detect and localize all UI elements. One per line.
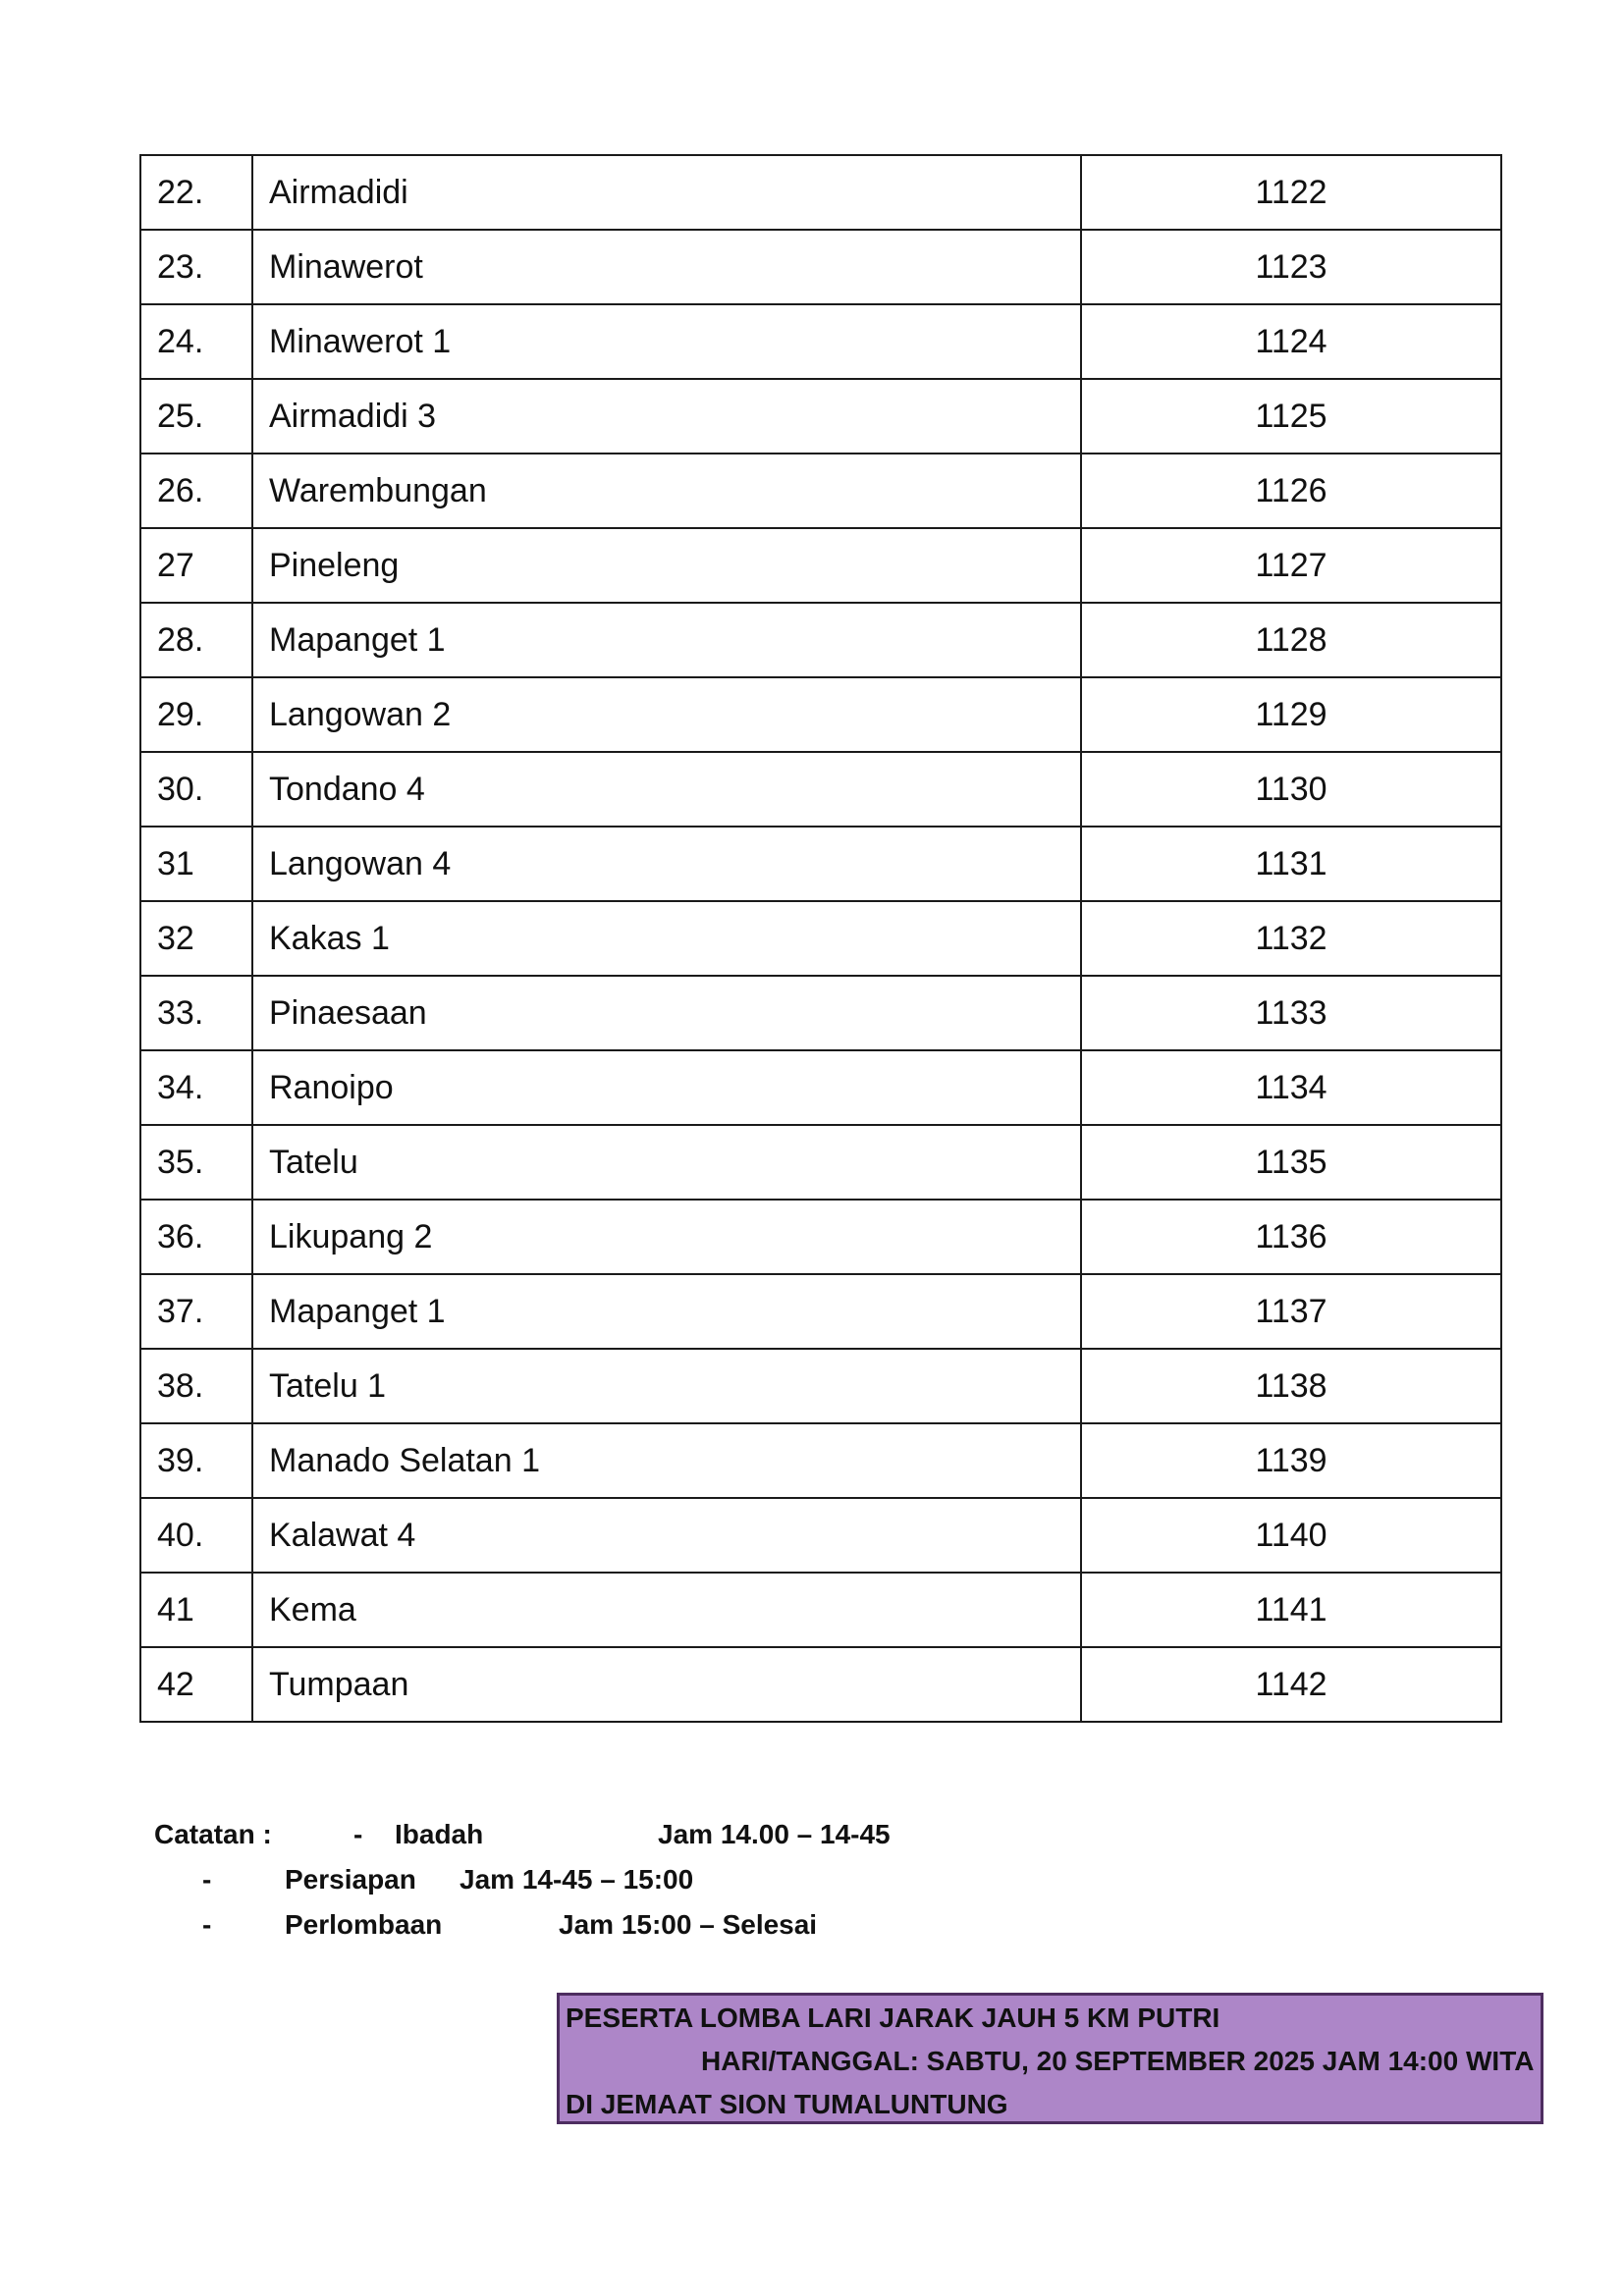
row-code-cell: 1124 [1081, 304, 1501, 379]
row-code-cell: 1142 [1081, 1647, 1501, 1722]
participants-table-body [140, 155, 1501, 1722]
row-code-cell: 1130 [1081, 752, 1501, 827]
row-code-cell: 1131 [1081, 827, 1501, 901]
table-row [140, 603, 1501, 677]
table-row [140, 901, 1501, 976]
row-name-cell: Ranoipo [252, 1050, 1081, 1125]
row-name-cell: Mapanget 1 [252, 1274, 1081, 1349]
event-title: PESERTA LOMBA LARI JARAK JAUH 5 KM PUTRI [566, 2002, 1220, 2033]
row-code-cell: 1125 [1081, 379, 1501, 454]
row-number-cell: 25. [140, 379, 252, 454]
note-activity: Persiapan [285, 1864, 416, 1895]
note-time: Jam 14-45 – 15:00 [460, 1864, 694, 1895]
table-row [140, 1498, 1501, 1573]
row-number-cell: 36. [140, 1200, 252, 1274]
row-code-cell: 1136 [1081, 1200, 1501, 1274]
row-number-cell: 35. [140, 1125, 252, 1200]
table-row [140, 1573, 1501, 1647]
note-activity: Ibadah [395, 1819, 484, 1849]
row-name-cell: Tumpaan [252, 1647, 1081, 1722]
row-name-cell: Langowan 2 [252, 677, 1081, 752]
table-row [140, 827, 1501, 901]
note-dash: - [202, 1864, 212, 1895]
row-number-cell: 32 [140, 901, 252, 976]
row-code-cell: 1134 [1081, 1050, 1501, 1125]
row-number-cell: 41 [140, 1573, 252, 1647]
row-number-cell: 30. [140, 752, 252, 827]
note-activity: Perlombaan [285, 1909, 443, 1940]
row-name-cell: Pinaesaan [252, 976, 1081, 1050]
table-row [140, 1200, 1501, 1274]
table-row [140, 1125, 1501, 1200]
table-row [140, 677, 1501, 752]
row-code-cell: 1139 [1081, 1423, 1501, 1498]
row-number-cell: 31 [140, 827, 252, 901]
row-name-cell: Mapanget 1 [252, 603, 1081, 677]
row-number-cell: 38. [140, 1349, 252, 1423]
event-location: DI JEMAAT SION TUMALUNTUNG [566, 2089, 1008, 2119]
row-name-cell: Langowan 4 [252, 827, 1081, 901]
table-row [140, 304, 1501, 379]
row-code-cell: 1122 [1081, 155, 1501, 230]
row-name-cell: Airmadidi [252, 155, 1081, 230]
row-number-cell: 29. [140, 677, 252, 752]
row-name-cell: Minawerot 1 [252, 304, 1081, 379]
table-row [140, 528, 1501, 603]
row-number-cell: 42 [140, 1647, 252, 1722]
row-name-cell: Tatelu [252, 1125, 1081, 1200]
row-number-cell: 24. [140, 304, 252, 379]
table-row [140, 752, 1501, 827]
note-time: Jam 15:00 – Selesai [559, 1909, 818, 1940]
note-dash: - [353, 1819, 363, 1849]
row-number-cell: 37. [140, 1274, 252, 1349]
row-code-cell: 1135 [1081, 1125, 1501, 1200]
row-name-cell: Warembungan [252, 454, 1081, 528]
event-info-box [557, 1993, 1543, 2124]
row-number-cell: 28. [140, 603, 252, 677]
table-row [140, 1050, 1501, 1125]
table-row [140, 155, 1501, 230]
row-name-cell: Tatelu 1 [252, 1349, 1081, 1423]
row-code-cell: 1138 [1081, 1349, 1501, 1423]
row-number-cell: 27 [140, 528, 252, 603]
row-name-cell: Kema [252, 1573, 1081, 1647]
table-row [140, 976, 1501, 1050]
row-code-cell: 1126 [1081, 454, 1501, 528]
row-code-cell: 1137 [1081, 1274, 1501, 1349]
row-name-cell: Kakas 1 [252, 901, 1081, 976]
row-code-cell: 1133 [1081, 976, 1501, 1050]
row-name-cell: Minawerot [252, 230, 1081, 304]
row-number-cell: 23. [140, 230, 252, 304]
row-name-cell: Manado Selatan 1 [252, 1423, 1081, 1498]
table-row [140, 1349, 1501, 1423]
table-row [140, 1423, 1501, 1498]
row-number-cell: 40. [140, 1498, 252, 1573]
row-code-cell: 1141 [1081, 1573, 1501, 1647]
row-name-cell: Airmadidi 3 [252, 379, 1081, 454]
event-date: HARI/TANGGAL: SABTU, 20 SEPTEMBER 2025 JAM 14:00 WITA [701, 2046, 1535, 2076]
row-number-cell: 22. [140, 155, 252, 230]
note-time: Jam 14.00 – 14-45 [658, 1819, 891, 1849]
row-name-cell: Likupang 2 [252, 1200, 1081, 1274]
row-code-cell: 1129 [1081, 677, 1501, 752]
table-row [140, 379, 1501, 454]
row-number-cell: 33. [140, 976, 252, 1050]
row-code-cell: 1132 [1081, 901, 1501, 976]
note-dash: - [202, 1909, 212, 1940]
table-row [140, 454, 1501, 528]
row-name-cell: Kalawat 4 [252, 1498, 1081, 1573]
table-row [140, 230, 1501, 304]
row-code-cell: 1140 [1081, 1498, 1501, 1573]
participants-table [139, 154, 1502, 1723]
row-code-cell: 1127 [1081, 528, 1501, 603]
row-number-cell: 39. [140, 1423, 252, 1498]
row-name-cell: Tondano 4 [252, 752, 1081, 827]
table-row [140, 1274, 1501, 1349]
row-name-cell: Pineleng [252, 528, 1081, 603]
row-number-cell: 26. [140, 454, 252, 528]
row-code-cell: 1123 [1081, 230, 1501, 304]
row-number-cell: 34. [140, 1050, 252, 1125]
table-row [140, 1647, 1501, 1722]
row-code-cell: 1128 [1081, 603, 1501, 677]
notes-label: Catatan : [154, 1819, 272, 1849]
